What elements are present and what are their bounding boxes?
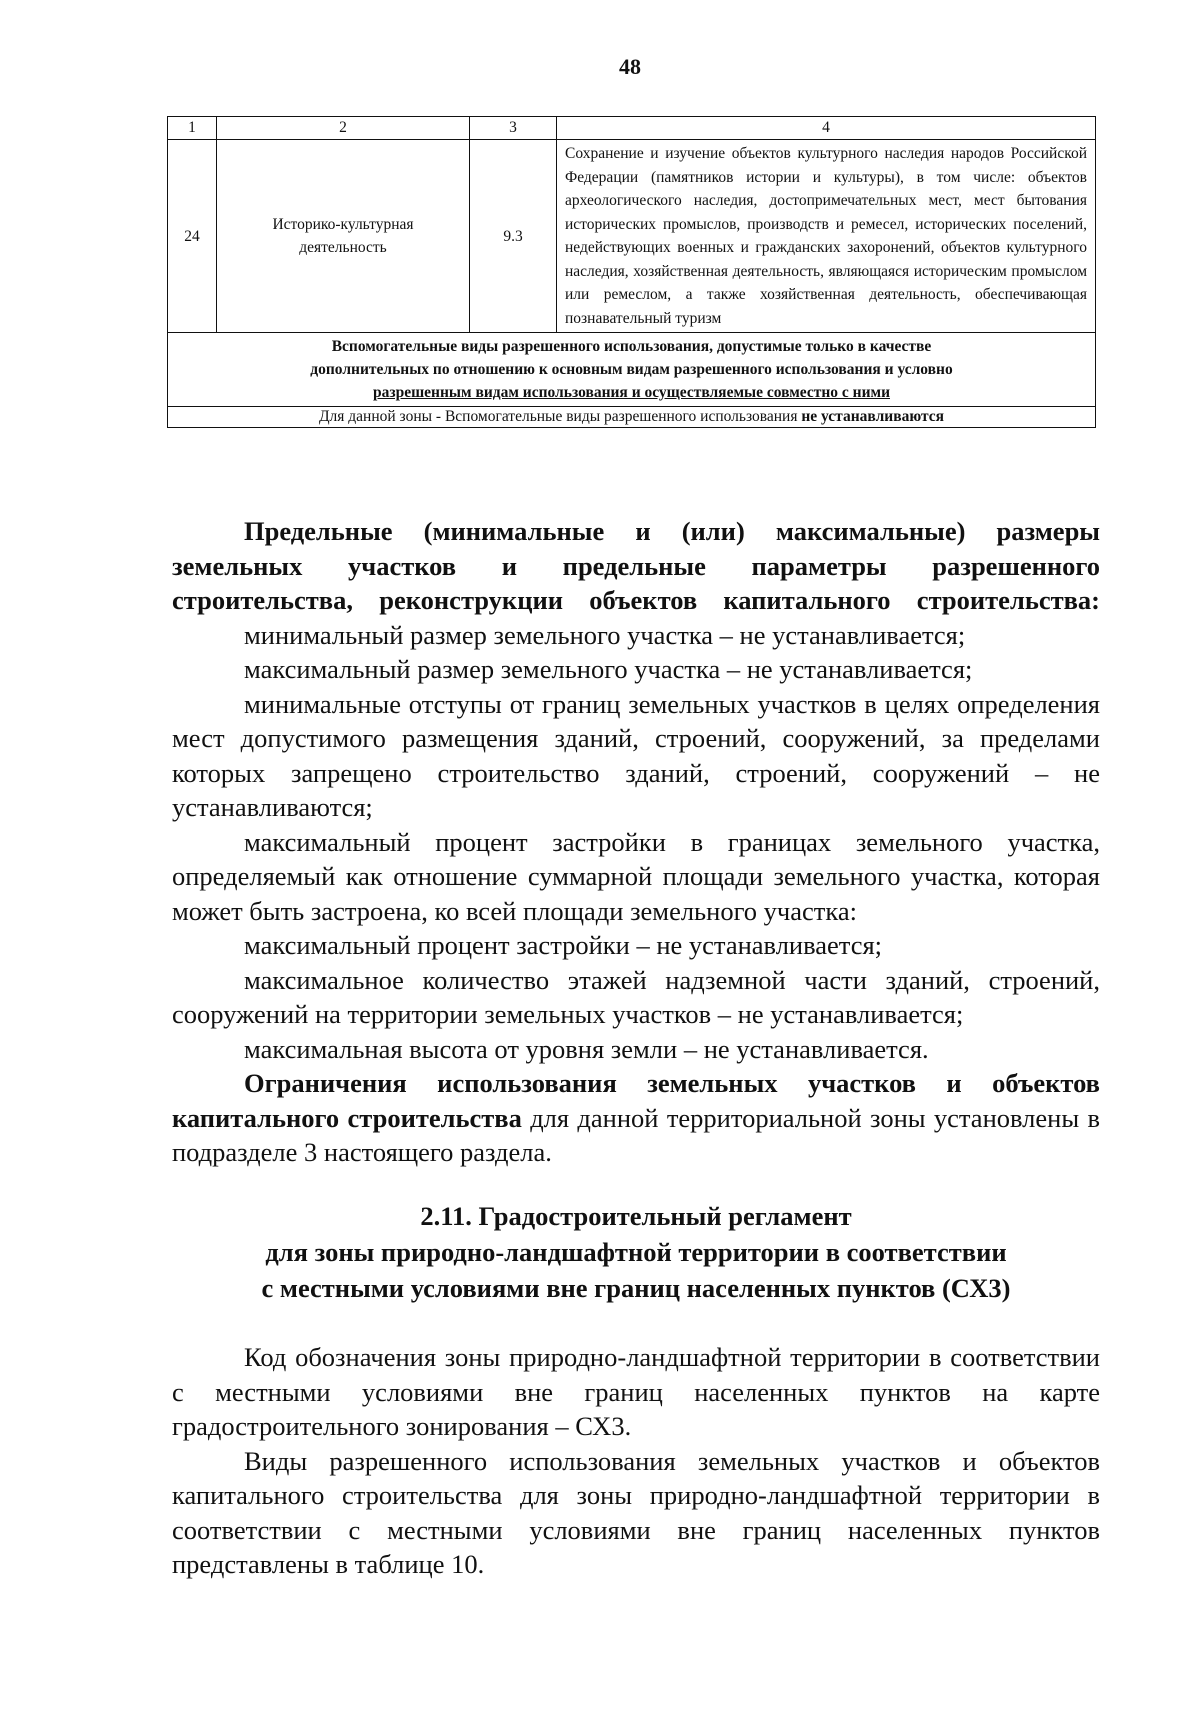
zone-code-paragraph: Код обозначения зоны природно-ландшафтной территории в соответствии с местными условиями вне границ населенных пунктов на карте градостроительного зонирования – СХ3. [172, 1342, 1100, 1441]
column-header-3: 3 [470, 117, 557, 140]
use-type-code: 9.3 [470, 140, 557, 333]
restrictions-bold: Ограничения использования земельных участков и объектов капитального строительства [172, 1068, 1100, 1133]
aux-heading-line-2: дополнительных по отношению к основным видам разрешенного использования и условно [310, 361, 953, 378]
section-heading-line-2: для зоны природно-ландшафтной территории в соответствии [265, 1237, 1007, 1267]
restrictions-paragraph [172, 1066, 1100, 1170]
max-coverage: максимальный процент застройки – не устанавливается; [244, 930, 883, 960]
zone-note-bold: не устанавливаются [801, 408, 945, 425]
restrictions-rest: для данной территориальной зоны установлены в подразделе 3 настоящего раздела. [172, 1102, 1100, 1167]
zone-note [168, 407, 1096, 428]
aux-heading-line-1: Вспомогательные виды разрешенного использования, допустимые только в качестве [331, 338, 932, 355]
use-type-description: Сохранение и изучение объектов культурного наследия народов Российской Федерации (памятников истории и культуры), в том числе: объектов археологического наследия, достопримечательных мест, мест бытования исторических промыслов, производств и ремесел, исторических поселений, недействующих военных и гражданских захоронений, объектов культурного наследия, хозяйственная деятельность, являющаяся историческим промыслом или ремеслом, а также хозяйственная деятельность, обеспечивающая познавательный туризм [557, 140, 1096, 333]
column-header-4: 4 [557, 117, 1096, 140]
table-row [168, 140, 1096, 333]
limits-section [172, 514, 1100, 1170]
limits-heading-line-2: земельных участков и предельные параметры разрешенного [172, 550, 1100, 581]
section-heading-line-1: 2.11. Градостроительный регламент [420, 1201, 852, 1231]
limits-heading-line-1: Предельные (минимальные и (или) максимальные) размеры [244, 516, 1100, 546]
zone-note-prefix: Для данной зоны - Вспомогательные виды разрешенного использования [318, 408, 802, 425]
max-height: максимальная высота от уровня земли – не устанавливается. [244, 1033, 929, 1064]
section-heading-line-3: с местными условиями вне границ населенных пунктов (СХ3) [261, 1273, 1011, 1303]
section-heading [172, 1198, 1100, 1306]
max-floors: максимальное количество этажей надземной части зданий, строений, сооружений на территории земельных участков – не устанавливается; [172, 964, 1100, 1029]
min-setbacks: минимальные отступы от границ земельных участков в целях определения мест допустимого размещения зданий, строений, сооружений, за пределами которых запрещено строительство зданий, строений, сооружений – не устанавливаются; [172, 688, 1100, 822]
column-header-2: 2 [217, 117, 470, 140]
max-plot-size: максимальный размер земельного участка – не устанавливается; [244, 654, 973, 684]
row-number: 24 [168, 140, 217, 333]
aux-heading-line-3: разрешенным видам использования и осуществляемые совместно с ними [372, 384, 890, 401]
aux-heading [168, 333, 1096, 407]
page-number: 48 [619, 54, 641, 79]
min-plot-size: минимальный размер земельного участка – не устанавливается; [244, 619, 966, 650]
use-type-name: Историко-культурная деятельность [217, 140, 470, 333]
limits-heading-line-3: строительства, реконструкции объектов капитального строительства: [172, 585, 1100, 615]
coverage-definition: максимальный процент застройки в границах земельного участка, определяемый как отношение суммарной площади земельного участка, которая может быть застроена, ко всей площади земельного участка: [172, 826, 1100, 926]
column-header-1: 1 [168, 117, 217, 140]
table-header-row [168, 117, 1096, 140]
section-body [172, 1340, 1100, 1582]
land-use-table [167, 116, 1096, 428]
zone-note-row [168, 407, 1096, 428]
use-types-paragraph: Виды разрешенного использования земельных участков и объектов капитального строительства для зоны природно-ландшафтной территории в соответствии с местными условиями вне границ населенных пунктов представлены в таблице 10. [172, 1445, 1100, 1579]
aux-heading-row [168, 333, 1096, 407]
